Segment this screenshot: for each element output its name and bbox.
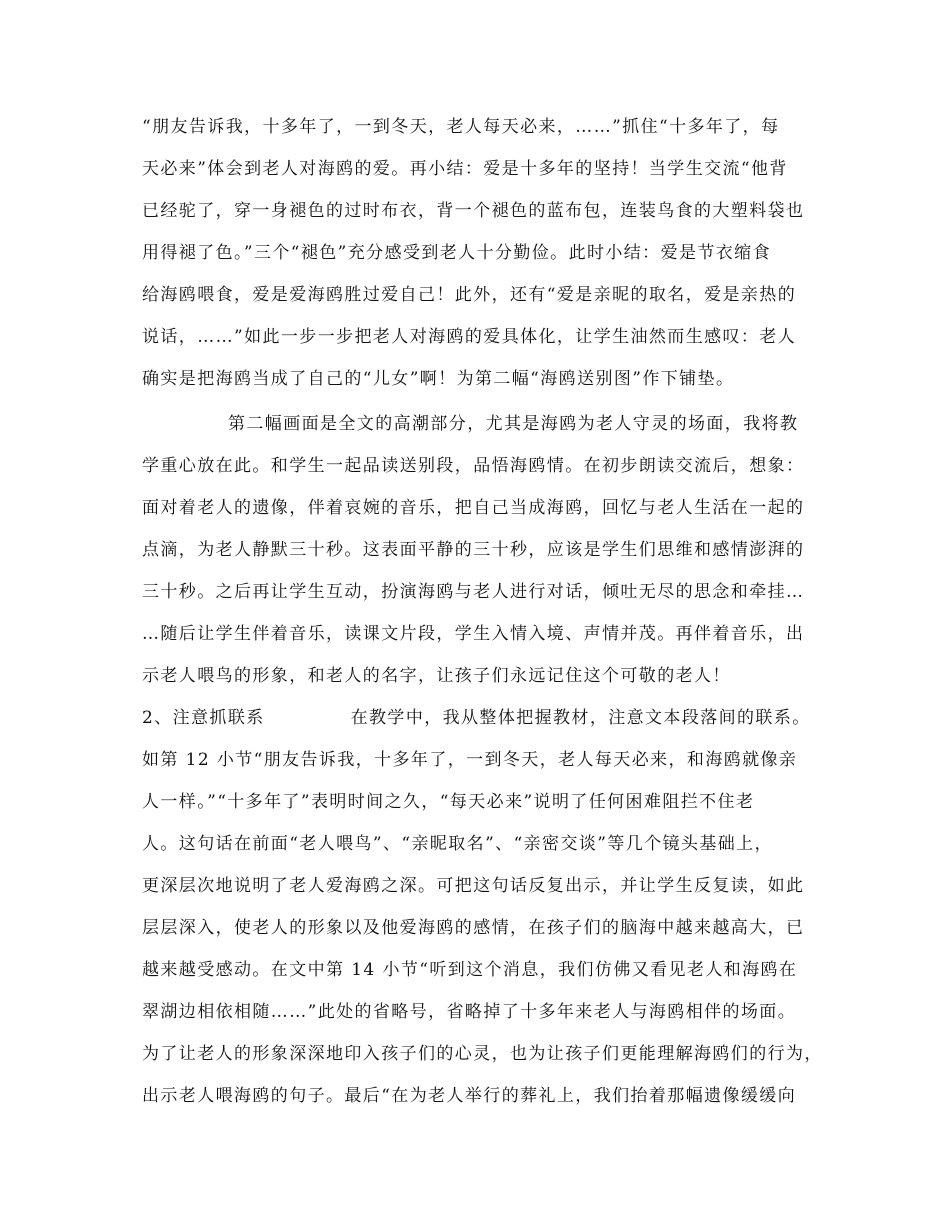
text-line: 越来越受感动。在文中第 14 小节“听到这个消息，我们仿佛又看见老人和海鸥在 [142, 960, 798, 980]
text-line: 说话，……”如此一步一步把老人对海鸥的爱具体化，让学生油然而生感叹：老人 [142, 327, 797, 347]
text-line: 更深层次地说明了老人爱海鸥之深。可把这句话反复出示，并让学生反复读，如此 [142, 876, 805, 896]
text-line: 翠湖边相依相随……”此处的省略号，省略掉了十多年来老人与海鸥相伴的场面。 [142, 1002, 797, 1022]
section-text: 在教学中，我从整体把握教材，注意文本段落间的联系。 [350, 708, 811, 728]
text-line: 出示老人喂海鸥的句子。最后“在为老人举行的葬礼上，我们抬着那幅遗像缓缓向 [142, 1086, 797, 1106]
text-line: 用得褪了色。”三个“褪色”充分感受到老人十分勤俭。此时小结：爱是节衣缩食 [142, 243, 771, 263]
text-line: “朋友告诉我，十多年了，一到冬天，老人每天必来，……”抓住“十多年了，每 [142, 117, 780, 137]
text-line: 如第 12 小节“朋友告诉我，十多年了，一到冬天，老人每天必来，和海鸥就像亲 [142, 750, 798, 770]
text-line: 层层深入，使老人的形象以及他爱海鸥的感情，在孩子们的脑海中越来越高大，已 [142, 918, 805, 938]
text-line: 已经驼了，穿一身褪色的过时布衣，背一个褪色的蓝布包，连装鸟食的大塑料袋也 [142, 201, 805, 221]
text-line: 确实是把海鸥当成了自己的“儿女”啊！为第二幅“海鸥送别图”作下铺垫。 [142, 369, 735, 389]
section-heading: 2、注意抓联系 [142, 708, 265, 728]
text-line: 天必来”体会到老人对海鸥的爱。再小结：爱是十多年的坚持！当学生交流“他背 [142, 159, 788, 179]
text-line: 为了让老人的形象深深地印入孩子们的心灵，也为让孩子们更能理解海鸥们的行为， [142, 1044, 823, 1064]
text-line: 面对着老人的遗像，伴着哀婉的音乐，把自己当成海鸥，回忆与老人生活在一起的 [142, 498, 805, 518]
text-line: 示老人喂鸟的形象，和老人的名字，让孩子们永远记住这个可敬的老人！ [142, 666, 731, 686]
text-line: 人。这句话在前面“老人喂鸟”、“亲昵取名”、“亲密交谈”等几个镜头基础上， [142, 834, 773, 854]
text-line: 学重心放在此。和学生一起品读送别段，品悟海鸥情。在初步朗读交流后，想象： [142, 456, 805, 476]
text-line: 三十秒。之后再让学生互动，扮演海鸥与老人进行对话，倾吐无尽的思念和牵挂… [142, 582, 805, 602]
text-line: 人一样。”“十多年了”表明时间之久，“每天必来”说明了任何困难阻拦不住老 [142, 792, 755, 812]
text-line: …随后让学生伴着音乐，读课文片段，学生入情入境、声情并茂。再伴着音乐，出 [142, 624, 805, 644]
text-line: 给海鸥喂食，爱是爱海鸥胜过爱自己！此外，还有“爱是亲昵的取名，爱是亲热的 [142, 285, 797, 305]
paragraph-first-line: 第二幅画面是全文的高潮部分，尤其是海鸥为老人守灵的场面，我将教 [228, 414, 799, 434]
section-line [142, 707, 811, 729]
text-line: 点滴，为老人静默三十秒。这表面平静的三十秒，应该是学生们思维和感情澎湃的 [142, 540, 805, 560]
